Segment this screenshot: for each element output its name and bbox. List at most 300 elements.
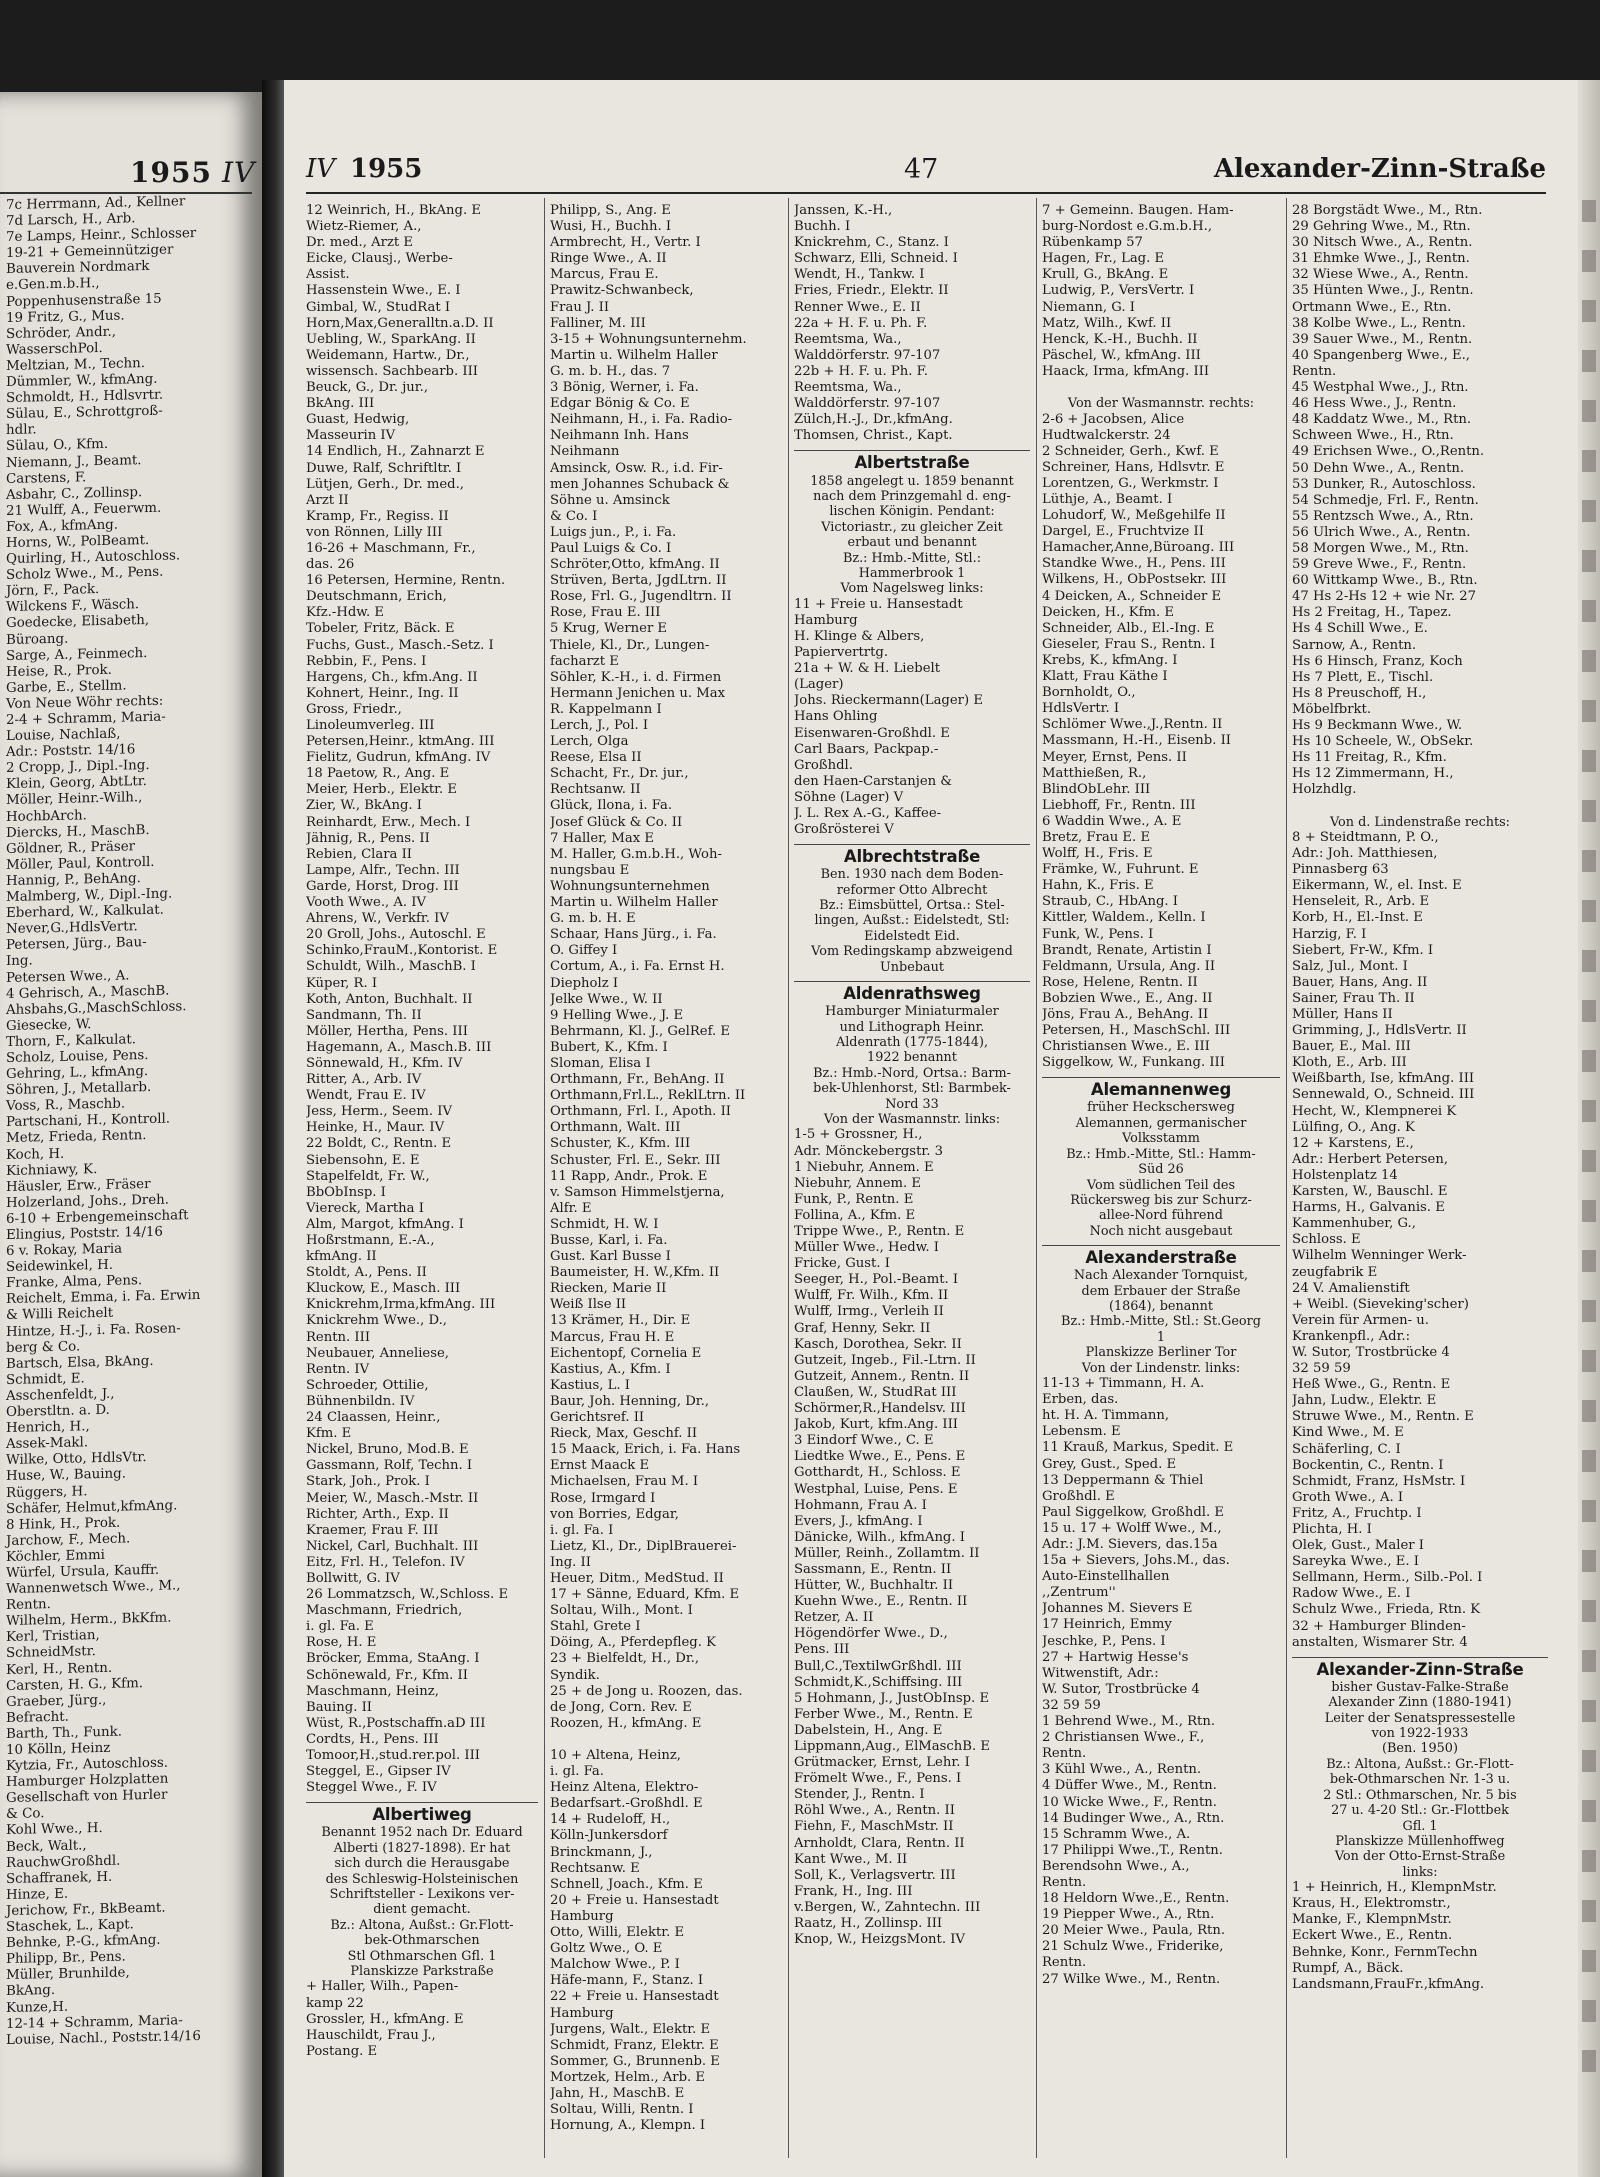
directory-entry: Postang. E [306,2043,378,2059]
directory-entry: Schulz Wwe., Frieda, Rtn. K [1292,1602,1481,1618]
directory-entry: Weiß Ilse II [550,1297,627,1313]
left-page-line: Carstens, F. [6,469,87,487]
street-description: von 1922-1933 [1371,1726,1469,1742]
directory-entry: Frömelt Wwe., F., Pens. I [794,1771,962,1787]
directory-entry: Schmidt, Franz, HsMstr. I [1292,1473,1466,1489]
directory-entry: Siebensohn, E. E [306,1152,420,1168]
directory-entry: Karsten, W., Bauschl. E [1292,1184,1448,1200]
street-description: 27 u. 4-20 Stl.: Gr.-Flottbek [1331,1803,1509,1819]
directory-entry: Großhdl. E [1042,1488,1115,1504]
directory-entry: 1 Niebuhr, Annem. E [794,1159,934,1175]
directory-entry: Lütjen, Gerh., Dr. med., [306,476,464,492]
directory-entry: Kluckow, E., Masch. III [306,1281,461,1297]
left-page-line: Barth, Th., Funk. [6,1724,122,1742]
directory-entry: Schroeder, Ottilie, [306,1377,429,1393]
directory-entry: Heuer, Ditm., MedStud. II [550,1570,724,1586]
directory-entry: Schuster, Frl. E., Sekr. III [550,1152,721,1168]
directory-entry: M. Haller, G.m.b.H., Woh- [550,846,722,862]
directory-entry: Hagemann, A., Masch.B. III [306,1039,492,1055]
directory-entry: Rechtsanw. E [550,1860,640,1876]
directory-entry: Dargel, E., Fruchtvize II [1042,524,1204,540]
directory-entry: Ing. II [550,1554,591,1570]
directory-entry: Jeschke, P., Pens. I [1042,1633,1166,1649]
left-page-line: Carsten, H. G., Kfm. [6,1675,144,1694]
directory-entry: Schäferling, C. I [1292,1441,1401,1457]
directory-entry: Johannes M. Sievers E [1042,1601,1193,1617]
street-description: Stl Othmarschen Gfl. 1 [347,1948,497,1964]
directory-entry: 7 + Gemeinn. Baugen. Ham- [1042,203,1234,218]
street-description: Eidelstedt Eid. [864,928,960,944]
directory-entry: Diepholz I [550,975,619,991]
street-description: und Lithograph Heinr. [839,1019,985,1035]
directory-entry: Gutzeit, Annem., Rentn. II [794,1368,970,1384]
directory-entry: 15a + Sievers, Johs.M., das. [1042,1553,1230,1569]
directory-entry: Hs 11 Freitag, R., Kfm. [1292,750,1447,766]
directory-entry: Martin u. Wilhelm Haller [550,895,718,911]
directory-entry: Petersen, H., MaschSchl. III [1042,1023,1231,1039]
page-edge [1578,80,1600,2177]
directory-entry: Niemann, G. I [1042,299,1135,315]
directory-entry: wissensch. Sachbearb. III [306,363,479,379]
left-page-line: 21 Wulff, A., Feuerwm. [6,500,162,519]
directory-entry: Seeger, H., Pol.-Beamt. I [794,1272,959,1288]
directory-entry: Wulff, Fr. Wilh., Kfm. II [794,1288,949,1304]
directory-entry: BkAng. III [306,396,375,412]
street-description: bek-Othmarschen [364,1933,480,1949]
directory-entry: Schmidt, H. W. I [550,1216,659,1232]
directory-entry: Söhne (Lager) V [794,789,904,805]
directory-entry: Baur, Joh. Henning, Dr., [550,1393,710,1409]
street-description: Volksstamm [1122,1131,1200,1147]
directory-entry: Lietz, Kl., Dr., DiplBrauerei- [550,1538,737,1554]
directory-entry: burg-Nordost e.G.m.b.H., [1042,219,1213,235]
left-page-line: Franke, Alma, Pens. [6,1273,143,1292]
directory-entry: Massmann, H.-H., Eisenb. II [1042,733,1232,749]
left-page-line: Sülau, E., Schrottgroß- [6,403,163,423]
street-heading: Alexander-Zinn-Straße [1292,1657,1548,1678]
directory-entry: Schmidt,K.,Schiffsing. III [794,1674,963,1690]
directory-entry: Linoleumverleg. III [306,718,435,733]
directory-entry: 6 Waddin Wwe., A. E [1042,813,1182,829]
left-page-line: Bartsch, Elsa, BkAng. [6,1353,154,1372]
directory-entry: Jahn, H., MaschB. E [550,2085,685,2101]
directory-entry: Pens. III [794,1642,850,1658]
directory-entry: 54 Schmedje, Frl. F., Rentn. [1292,492,1479,508]
directory-entry: nungsbau E [550,862,630,878]
directory-entry: Gross, Friedr., [306,701,402,717]
directory-entry: Tomoor,H.,stud.rer.pol. III [306,1748,480,1763]
page-street-title: Alexander-Zinn-Straße [1213,154,1546,184]
directory-entry: 5 Hohmann, J., JustObInsp. E [794,1690,990,1706]
directory-entry: Malchow Wwe., P. I [550,1957,680,1973]
left-page-line: Henrich, H., [6,1419,90,1437]
directory-entry: + Haller, Wilh., Papen- [306,1979,459,1995]
directory-entry: Reinhardt, Erw., Mech. I [306,814,471,830]
street-description: Vom Nagelsweg links: [840,581,984,597]
directory-entry: Petersen,Heinr., ktmAng. III [306,734,495,750]
directory-entry: Neihmann, H., i. Fa. Radio- [550,412,733,428]
street-heading: Alemannenweg [1042,1077,1280,1098]
directory-entry: Siggelkow, W., Funkang. III [1042,1055,1225,1071]
directory-entry: Häfe-mann, F., Stanz. I [550,1973,704,1989]
directory-entry: 12 Weinrich, H., BkAng. E [306,203,481,218]
left-page-line: Hamburger Holzplatten [6,1771,169,1791]
directory-entry: Wilhelm Wenninger Werk- [1292,1248,1467,1264]
directory-entry: de Jong, Corn. Rev. E [550,1699,692,1715]
street-description: Alemannen, germanischer [1075,1115,1247,1131]
street-description: Alexander Zinn (1880-1941) [1328,1695,1512,1711]
street-description: Planskizze Parkstraße [350,1964,494,1980]
directory-entry: Sommer, G., Brunnenb. E [550,2053,720,2069]
directory-entry: Gieseler, Frau S., Rentn. I [1042,636,1216,652]
directory-entry: 13 Deppermann & Thiel [1042,1472,1204,1488]
directory-entry: Grossler, H., kfmAng. E [306,2011,464,2027]
left-page-line: BkAng. [6,1983,56,2000]
directory-entry: Hans Ohling [794,709,878,725]
street-description: Victoriastr., zu gleicher Zeit [821,519,1003,535]
directory-entry: 10 + Altena, Heinz, [550,1748,681,1763]
street-description: bek-Uhlenhorst, Stl: Barmbek- [813,1081,1011,1097]
directory-entry: Standke Wwe., H., Pens. III [1042,556,1226,572]
directory-entry: Kfm. E [306,1426,352,1442]
directory-entry: Trippe Wwe., P., Rentn. E [794,1224,965,1239]
directory-entry: Eicke, Clausj., Werbe- [306,251,453,267]
left-page-line: Voss, R., Maschb. [6,1096,126,1115]
street-description: Vom Redingskamp abzweigend [811,944,1013,960]
directory-entry: Schreiner, Hans, Hdlsvtr. E [1042,459,1225,475]
left-page-line: Thorn, F., Kalkulat. [6,1032,137,1050]
directory-entry: Bobzien Wwe., E., Ang. II [1042,990,1213,1006]
directory-entry: Walddörferstr. 97-107 [794,347,941,363]
directory-entry: Salz, Jul., Mont. I [1292,958,1408,974]
directory-entry: i. gl. Fa. E [306,1619,374,1635]
directory-entry: Eikermann, W., el. Inst. E [1292,878,1462,894]
street-description: Planskizze Müllenhoffweg [1335,1833,1505,1849]
left-page-line: Hintze, H.-J., i. Fa. Rosen- [6,1320,181,1340]
directory-entry: den Haen-Carstanjen & [794,773,953,789]
directory-entry: Groth Wwe., A. I [1292,1489,1404,1505]
directory-entry: Högendörfer Wwe., D., [794,1626,948,1642]
left-page-line: & Co. [6,1806,45,1823]
directory-entry: Matthießen, R., [1042,765,1147,781]
directory-entry: 60 Wittkamp Wwe., B., Rtn. [1292,573,1478,589]
directory-entry: Ringe Wwe., A. II [550,251,667,267]
directory-entry: Grey, Gust., Sped. E [1042,1456,1177,1472]
street-description: 1858 angelegt u. 1859 benannt [810,473,1014,489]
directory-entry: Auto-Einstellhallen [1042,1569,1170,1585]
header-rule [306,192,1546,194]
left-page-line: RauchwGroßhdl. [6,1853,121,1871]
directory-entry: Jähnig, R., Pens. II [306,830,430,846]
directory-entry: O. Giffey I [550,943,618,959]
directory-entry [550,1732,782,1748]
directory-entry: Müller, Hans II [1292,1007,1393,1022]
directory-entry: & Co. I [550,508,598,524]
street-description: bek-Othmarschen Nr. 1-3 u. [1329,1772,1511,1788]
street-description: Bz.: Hmb.-Mitte, Stl.: Hamm- [1066,1146,1256,1162]
directory-entry: 32 59 59 [1292,1361,1351,1377]
directory-entry: Rentn. [1042,1746,1087,1762]
directory-entry: 10 Wicke Wwe., F., Rentn. [1042,1794,1217,1810]
directory-entry: 12 + Karstens, E., [1292,1135,1414,1151]
directory-entry: G. m. b. H., das. 7 [550,363,671,379]
directory-entry: Guast, Hedwig, [306,412,410,428]
left-page-line: Bauverein Nordmark [6,259,150,278]
directory-entry: von Borries, Edgar, [550,1506,679,1522]
directory-entry: Hütter, W., Buchhaltr. II [794,1578,954,1594]
directory-entry: Schuldt, Wilh., MaschB. I [306,959,476,975]
directory-entry: Jöns, Frau A., BehAng. II [1042,1007,1209,1022]
street-description: reformer Otto Albrecht [836,882,988,898]
directory-entry: Straub, C., HbAng. I [1042,894,1179,910]
street-heading: Albertiweg [306,1802,538,1823]
street-description: Alberti (1827-1898). Er hat [333,1840,511,1856]
directory-entry: Assist. [306,267,350,283]
directory-entry: Olek, Gust., Maler I [1292,1538,1424,1554]
directory-entry: Bauer, Hans, Ang. II [1292,974,1428,990]
directory-entry: 15 Schramm Wwe., A. [1042,1826,1191,1842]
directory-entry: Landsmann,FrauFr.,kfmAng. [1292,1976,1485,1992]
directory-entry: Nickel, Carl, Buchhalt. III [306,1538,479,1554]
directory-entry: 7 Haller, Max E [550,830,655,846]
left-page-line: Sülau, O., Kfm. [6,437,109,455]
directory-entry: Bretz, Frau E. E [1042,829,1151,845]
directory-entry: 21a + W. & H. Liebelt [794,661,941,677]
directory-entry: Wendt, H., Tankw. I [794,267,925,283]
directory-entry: Ernst Maack E [550,1458,650,1474]
left-page-line: Ahsbahs,G.,MaschSchloss. [6,998,187,1018]
directory-entry: Sellmann, Herm., Silb.-Pol. I [1292,1570,1483,1586]
directory-entry: Vooth Wwe., A. IV [306,895,427,911]
directory-entry: Arnholdt, Clara, Rentn. II [794,1835,965,1851]
directory-entry: Hargens, Ch., kfm.Ang. II [306,669,478,685]
directory-entry: Horn,Max,Generalltn.a.D. II [306,315,494,331]
directory-entry: Stapelfeldt, Fr. W., [306,1168,430,1184]
street-description: des Schleswig-Holsteinischen [325,1871,519,1887]
street-description: Bz.: Hmb.-Mitte, Stl.: [842,550,982,566]
directory-entry: Paul Siggelkow, Großhdl. E [1042,1504,1224,1520]
left-page-line: Adr.: Poststr. 14/16 [6,742,136,761]
directory-entry: Hs 4 Schill Wwe., E. [1292,621,1428,637]
directory-entry: Holzhdlg. [1292,782,1357,798]
directory-entry: 20 Meier Wwe., Paula, Rtn. [1042,1923,1226,1939]
directory-entry: v.Bergen, W., Zahntechn. III [794,1899,981,1915]
directory-entry: Stoldt, A., Pens. II [306,1265,427,1281]
directory-entry: Päschel, W., kfmAng. III [1042,347,1201,363]
directory-entry: Orthmann, Walt. III [550,1120,681,1136]
directory-entry: 39 Sauer Wwe., M., Rentn. [1292,331,1473,347]
directory-entry: Duwe, Ralf, Schriftltr. I [306,460,462,476]
directory-entry: Cortum, A., i. Fa. Ernst H. [550,959,725,975]
left-page-line: Sarge, A., Feinmech. [6,645,148,664]
directory-entry: Hs 6 Hinsch, Franz, Koch [1292,653,1463,669]
directory-column-3 [794,203,1030,2163]
directory-entry: Frank, H., Ing. III [794,1883,913,1899]
directory-entry: anstalten, Wismarer Str. 4 [1292,1634,1468,1650]
directory-entry: Klatt, Frau Käthe I [1042,669,1168,685]
directory-entry: BbObInsp. I [306,1184,386,1200]
directory-entry: Wendt, Frau E. IV [306,1088,426,1104]
directory-entry: Jess, Herm., Seem. IV [306,1104,452,1120]
directory-entry: Tobeler, Fritz, Bäck. E [306,621,455,637]
directory-entry: Möbelfbrkt. [1292,701,1372,717]
directory-entry: Beuck, G., Dr. jur., [306,380,429,396]
directory-entry: Gimbal, W., StudRat I [306,299,451,315]
directory-entry: Großrösterei V [794,822,894,838]
directory-entry: Schacht, Fr., Dr. jur., [550,766,689,782]
directory-entry: ht. H. A. Timmann, [1042,1408,1170,1424]
directory-entry: Pinnasberg 63 [1292,862,1389,878]
directory-entry: Jelke Wwe., W. II [550,991,663,1007]
directory-entry: Alfr. E [550,1200,592,1216]
directory-entry: Verein für Armen- u. [1292,1312,1429,1328]
directory-entry: 22a + H. F. u. Ph. F. [794,315,928,331]
directory-entry: Krull, G., BkAng. E [1042,267,1169,283]
directory-entry: Rentn. [1292,363,1337,379]
directory-entry: 3 Eindorf Wwe., C. E [794,1433,934,1449]
left-page-line: 7d Larsch, H., Arb. [6,211,136,230]
left-page-line: Wilckens F., Wäsch. [6,597,140,616]
directory-entry: Viereck, Martha I [306,1200,424,1216]
directory-entry: Bühnenbildn. IV [306,1393,415,1409]
left-page-line: Petersen Wwe., A. [6,967,130,986]
directory-entry: Steggel, E., Gipser IV [306,1764,451,1780]
directory-entry: 27 Wilke Wwe., M., Rentn. [1042,1971,1221,1987]
directory-entry: Radow Wwe., E. I [1292,1586,1411,1602]
directory-entry: Sandmann, Th. II [306,1007,422,1023]
left-page-line: e.Gen.m.b.H., [6,276,100,294]
directory-entry: Lerch, Olga [550,734,629,750]
left-page-line: 8 Hink, H., Prok. [6,1515,121,1533]
left-page-line: Horns, W., PolBeamt. [6,532,150,551]
directory-entry: Jakob, Kurt, kfm.Ang. III [794,1417,958,1433]
directory-entry: Bedarfsart.-Großhdl. E [550,1796,703,1812]
directory-entry: BlindObLehr. III [1042,781,1151,797]
directory-entry: Renner Wwe., E. II [794,299,921,315]
directory-entry: Adr.: J.M. Sievers, das.15a [1042,1537,1218,1552]
directory-entry: Wohnungsunternehmen [550,878,710,894]
directory-entry: Knickrehm Wwe., D., [306,1313,447,1329]
directory-entry: 13 Krämer, H., Dir. E [550,1313,691,1329]
directory-entry: Koth, Anton, Buchhalt. II [306,991,473,1007]
left-page-line: Wilke, Otto, HdlsVtr. [6,1450,147,1469]
directory-entry: Hs 2 Freitag, H., Tapez. [1292,605,1452,621]
directory-entry: G. m. b. H. E [550,911,636,927]
street-description: bisher Gustav-Falke-Straße [1331,1679,1509,1695]
directory-entry: Orthmann,Frl.L., ReklLtrn. II [550,1088,746,1104]
street-description: lingen, Außst.: Eidelstedt, Stl: [814,913,1010,929]
directory-entry: 5 Krug, Werner E [550,621,668,637]
directory-entry: Gutzeit, Ingeb., Fil.-Ltrn. II [794,1352,976,1368]
directory-entry: Harms, H., Galvanis. E [1292,1200,1445,1216]
directory-entry: 15 u. 17 + Wolff Wwe., M., [1042,1520,1222,1536]
directory-entry: Behnke, Konr., FernmTechn [1292,1944,1478,1960]
left-page-line: Gesellschaft von Hurler [6,1787,168,1807]
directory-entry: Kuehn Wwe., E., Rentn. II [794,1594,968,1610]
directory-entry: facharzt E [550,653,619,669]
directory-entry: Hamburg [550,2005,614,2021]
directory-entry: Stender, J., Rentn. I [794,1787,925,1803]
left-page-header [130,156,255,189]
left-page-line: Fox, A., kfmAng. [6,517,119,535]
left-page-line: Eberhard, W., Kalkulat. [6,902,164,922]
directory-entry: 1 + Heinrich, H., KlempnMstr. [1292,1880,1497,1896]
directory-entry: Neubauer, Anneliese, [306,1345,449,1361]
directory-entry: Plichta, H. I [1292,1522,1372,1537]
directory-entry: Bubert, K., Kfm. I [550,1039,668,1055]
directory-entry: Masseurin IV [306,428,396,444]
left-page-line: Philipp, Br., Pens. [6,1949,126,1968]
street-heading: Alexanderstraße [1042,1245,1280,1266]
directory-entry: Carl Baars, Packpap.- [794,741,939,757]
directory-entry: Bockentin, C., Rentn. I [1292,1457,1444,1473]
directory-entry: Schörmer,R.,Handelsv. III [794,1401,966,1417]
directory-entry: Behrmann, Kl. J., GelRef. E [550,1023,731,1039]
directory-entry: Rumpf, A., Bäck. [1292,1960,1404,1976]
directory-entry: Rose, Irmgard I [550,1490,656,1506]
street-description: Benannt 1952 nach Dr. Eduard [321,1825,523,1841]
left-page-line: Staschek, L., Kapt. [6,1917,134,1936]
directory-entry: Rentn. [1042,1874,1087,1890]
directory-entry: Hoßrstmann, E.-A., [306,1233,435,1248]
directory-entry: Paul Luigs & Co. I [550,540,672,556]
directory-entry: Reemtsma, Wa., [794,331,902,347]
left-page-line: 2 Cropp, J., Dipl.-Ing. [6,758,150,777]
street-heading: Albrechtstraße [794,844,1030,865]
directory-entry: Cordts, H., Pens. III [306,1731,439,1747]
directory-entry: Kohnert, Heinr., Ing. II [306,685,459,701]
street-description: Vom südlichen Teil des [1086,1177,1236,1193]
column-divider [544,198,545,2158]
directory-entry: 48 Kaddatz Wwe., M., Rtn. [1292,412,1472,428]
directory-entry: Witwenstift, Adr.: [1042,1665,1159,1681]
directory-entry: Heinz Altena, Elektro- [550,1780,699,1796]
directory-entry: 59 Greve Wwe., F., Rentn. [1292,557,1467,573]
directory-entry: 11 + Freie u. Hansestadt [794,596,963,612]
directory-entry: das. 26 [306,557,355,573]
street-description: dient gemacht. [373,1902,471,1918]
left-page-line: hdlr. [6,422,37,439]
directory-entry: Rechtsanw. II [550,782,641,798]
directory-entry: 49 Erichsen Wwe., O.,Rentn. [1292,444,1485,460]
left-page-line: Heise, R., Prok. [6,662,112,680]
right-page [284,80,1600,2177]
left-page-line: Schmoldt, H., Hdlsvrtr. [6,387,164,407]
directory-entry: Adr. Mönckebergstr. 3 [794,1143,944,1159]
left-page-line: Häusler, Erw., Fräser [6,1176,151,1195]
street-description: lischen Königin. Pendant: [829,504,995,520]
directory-entry: 3 Kühl Wwe., A., Rentn. [1042,1762,1202,1778]
street-description: Von der Wasmannstr. links: [823,1112,1001,1128]
directory-entry: 1 Behrend Wwe., M., Rtn. [1042,1714,1216,1730]
left-page-line: Partschani, H., Kontroll. [6,1111,171,1131]
directory-entry: Hudtwalckerstr. 24 [1042,427,1171,443]
left-page-line: Quirling, H., Autoschloss. [6,548,181,568]
thumb-index-marks [1582,200,1596,2100]
street-description: Hammerbrook 1 [858,565,966,581]
directory-entry: Soltau, Wilh., Mont. I [550,1603,693,1619]
directory-entry: Ludwig, P., VersVertr. I [1042,283,1195,299]
directory-entry: Heinke, H., Maur. IV [306,1120,445,1136]
directory-entry: 16 Petersen, Hermine, Rentn. [306,573,506,589]
directory-entry: Claußen, W., StudRat III [794,1384,957,1400]
left-page-line: berg & Co. [6,1339,81,1356]
directory-entry: 38 Kolbe Wwe., L., Rentn. [1292,315,1466,331]
directory-entry: Fries, Friedr., Elektr. II [794,283,949,299]
directory-entry: Follina, A., Kfm. E [794,1207,916,1223]
left-page-line: Elingius, Poststr. 14/16 [6,1224,163,1243]
directory-entry: 2 Christiansen Wwe., F., [1042,1730,1205,1746]
